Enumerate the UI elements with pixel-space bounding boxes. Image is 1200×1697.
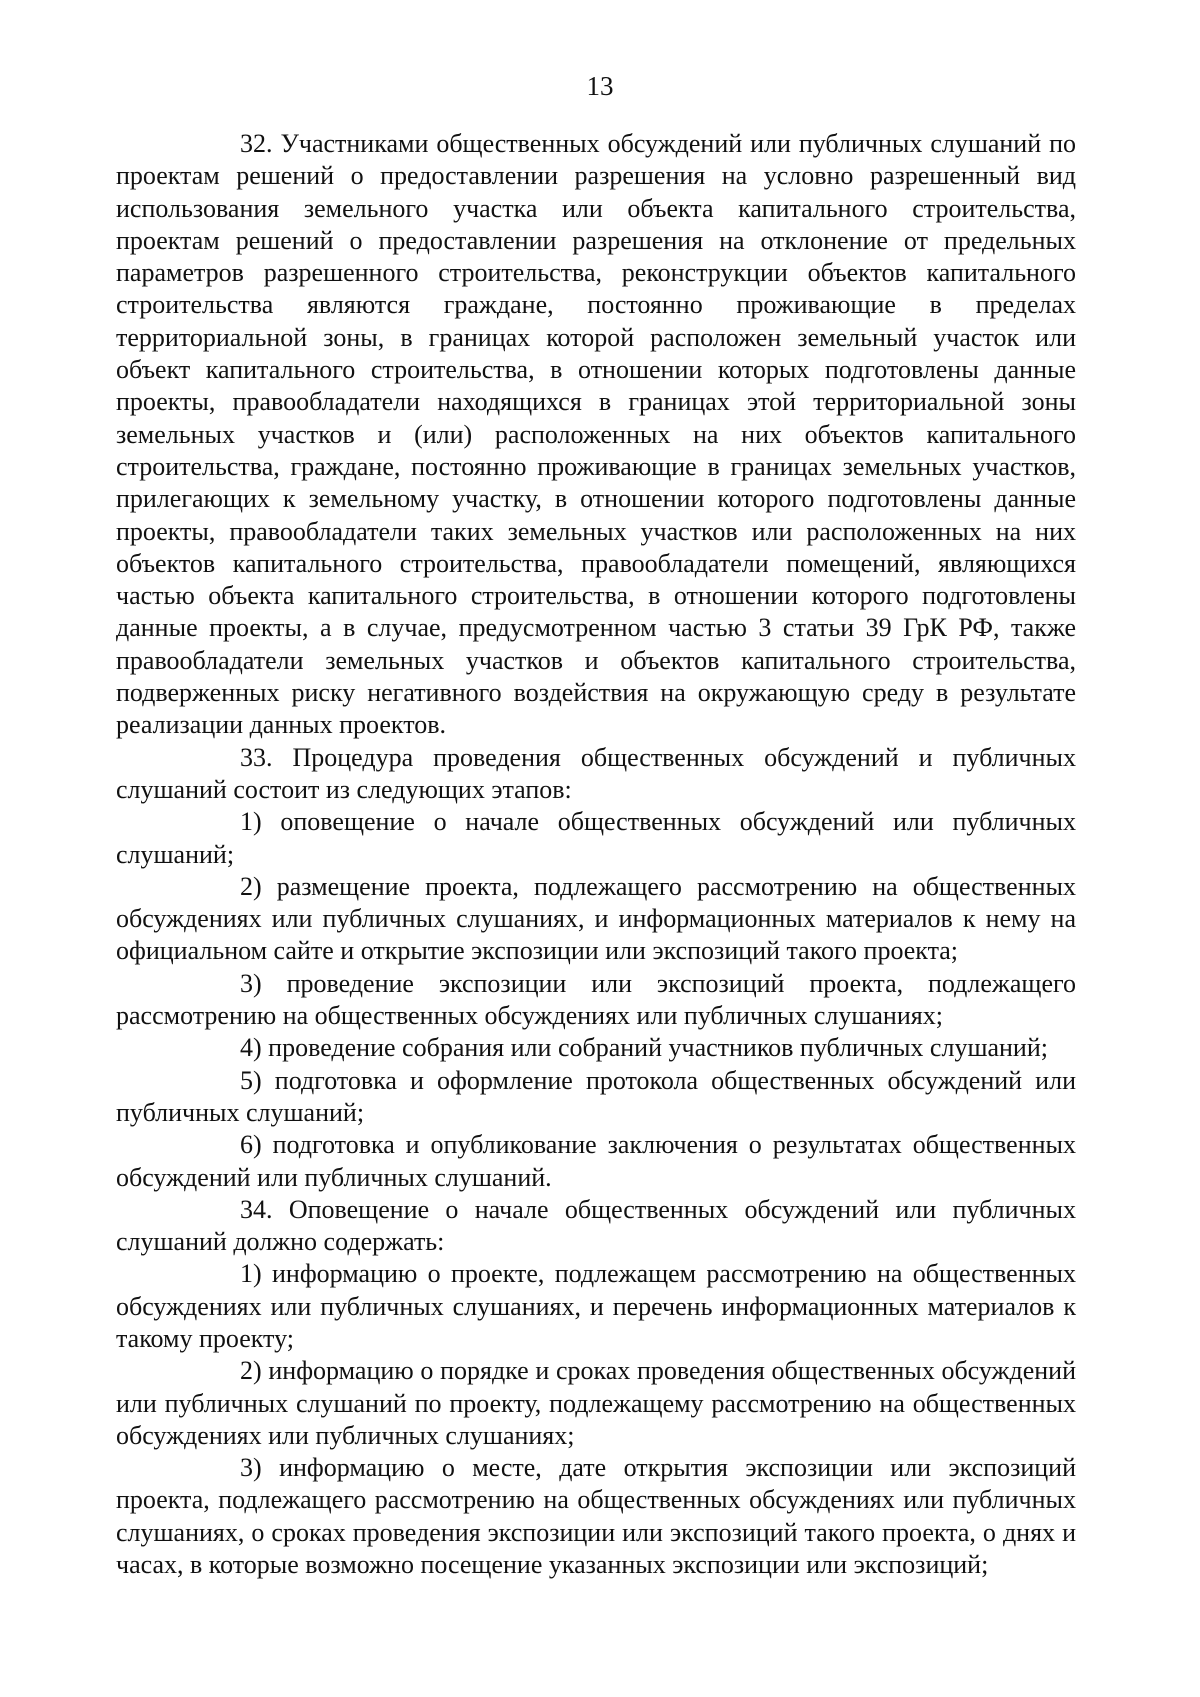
list-item-number: 3) — [240, 968, 262, 998]
list-item-text: проведение собрания или собраний участников публичных слушаний; — [268, 1033, 1048, 1063]
list-item — [116, 871, 1076, 968]
paragraph-text: Процедура проведения общественных обсуждений и публичных слушаний состоит из следующих этапов: — [116, 742, 1077, 804]
list-item-text: информацию о проекте, подлежащем рассмотрению на общественных обсуждениях или публичных слушаниях, и перечень информационных материалов к такому проекту; — [116, 1259, 1076, 1353]
list-item-number: 4) — [240, 1033, 262, 1063]
list-item-number: 5) — [240, 1065, 262, 1095]
page-number: 13 — [586, 71, 614, 101]
paragraph-34 — [116, 1194, 1076, 1259]
list-item-number: 2) — [240, 871, 262, 901]
list-item-text: проведение экспозиции или экспозиций проекта, подлежащего рассмотрению на общественных обсуждениях или публичных слушаниях; — [116, 968, 1076, 1031]
paragraph-33 — [116, 742, 1076, 807]
list-item-number: 2) — [240, 1356, 262, 1386]
list-item-text: подготовка и оформление протокола общественных обсуждений или публичных слушаний; — [116, 1065, 1076, 1127]
list-item-text: оповещение о начале общественных обсуждений или публичных слушаний; — [116, 807, 1076, 869]
list-item-number: 1) — [240, 807, 262, 837]
list-item — [116, 1065, 1076, 1130]
paragraph-number: 32. — [240, 129, 273, 158]
list-item-number: 6) — [240, 1130, 262, 1160]
list-item — [116, 1258, 1076, 1355]
list-item-text: информацию о месте, дате открытия экспозиции или экспозиций проекта, подлежащего рассмотрению на общественных обсуждениях или публичных слушаниях, о сроках проведения экспозиции или экспозиций такого проекта, о днях и часах, в которые возможно посещение указанных экспозиции или экспозиций; — [116, 1453, 1077, 1580]
list-item — [116, 1452, 1076, 1581]
list-item-number: 1) — [240, 1259, 262, 1289]
paragraph-number: 33. — [240, 742, 273, 772]
list-item — [116, 968, 1076, 1033]
list-item — [116, 1032, 1076, 1064]
list-item — [116, 1355, 1076, 1452]
list-item-text: информацию о порядке и сроках проведения общественных обсуждений или публичных слушаний по проекту, подлежащему рассмотрению на общественных обсуждениях или публичных слушаниях; — [116, 1356, 1076, 1450]
list-item — [116, 1129, 1076, 1194]
paragraph-text: Оповещение о начале общественных обсуждений или публичных слушаний должно содержать: — [116, 1194, 1076, 1257]
paragraph-32 — [116, 128, 1076, 742]
list-item-text: подготовка и опубликование заключения о результатах общественных обсуждений или публичных слушаний. — [116, 1130, 1077, 1192]
list-item — [116, 806, 1076, 871]
list-item-text: размещение проекта, подлежащего рассмотрению на общественных обсуждениях или публичных слушаниях, и информационных материалов к нему на официальном сайте и открытие экспозиции или экспозиций такого проекта; — [116, 871, 1077, 966]
list-item-number: 3) — [240, 1453, 262, 1483]
paragraph-number: 34. — [240, 1194, 273, 1224]
paragraph-text: Участниками общественных обсуждений или публичных слушаний по проектам решений о предоставлении разрешения на условно разрешенный вид использования земельного участка или объекта капитального строительства, проектам решений о предоставлении разрешения на отклонение от предельных параметров разрешенного строительства, реконструкции объектов капитального строительства являются граждане, постоянно проживающие в пределах территориальной зоны, в границах которой расположен земельный участок или объект капитального строительства, в отношении которых подготовлены данные проекты, правообладатели находящихся в границах этой территориальной зоны земельных участков и (или) расположенных на них объектов капитального строительства, граждане, постоянно проживающие в границах земельных участков, прилегающих к земельному участку, в отношении которого подготовлены данные проекты, правообладатели таких земельных участков или расположенных на них объектов капитального строительства, правообладатели помещений, являющихся частью объекта капитального строительства, в отношении которого подготовлены данные проекты, а в случае, предусмотренном частью 3 статьи 39 ГрК РФ, также правообладатели земельных участков и объектов капитального строительства, подверженных риску негативного воздействия на окружающую среду в результате реализации данных проектов. — [116, 129, 1077, 740]
document-body — [116, 128, 1076, 1581]
